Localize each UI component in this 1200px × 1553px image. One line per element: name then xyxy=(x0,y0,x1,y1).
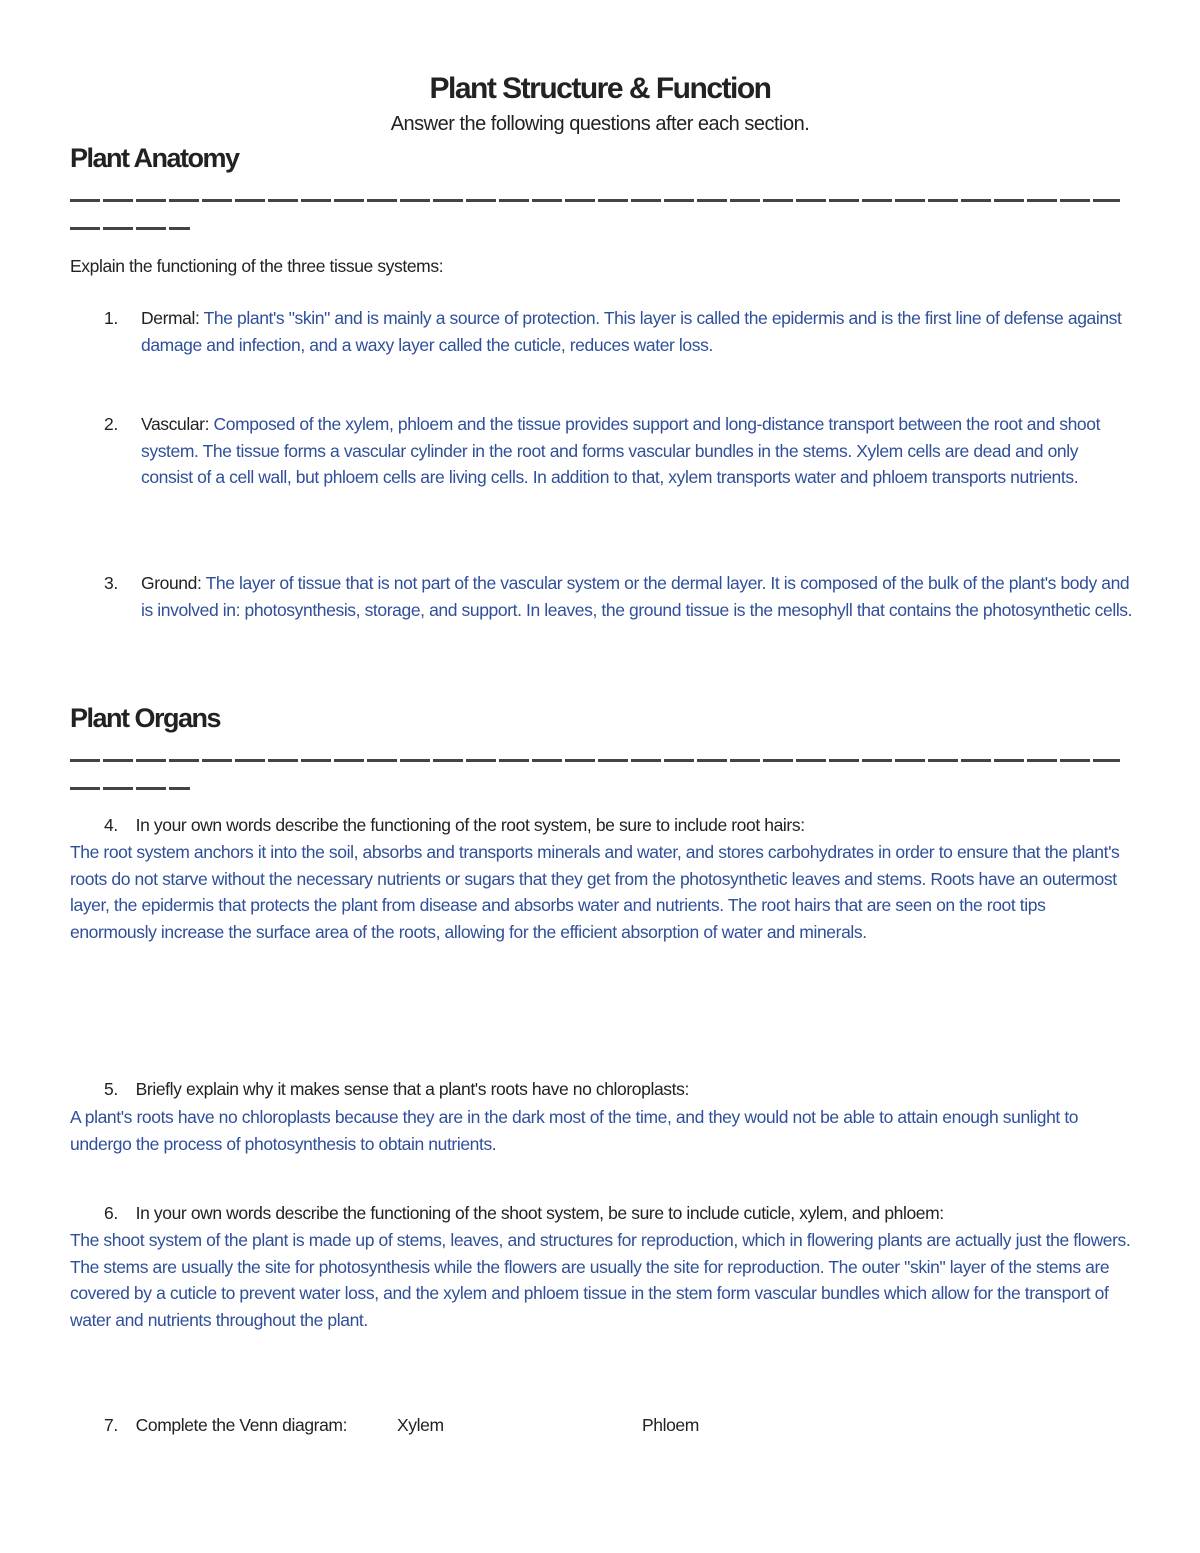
list-item xyxy=(104,570,1134,623)
page-subtitle: Answer the following questions after each section. xyxy=(390,113,810,135)
divider-line xyxy=(70,759,1120,762)
answer-4: The root system anchors it into the soil, absorbs and transports minerals and water, and stores carbohydrates in order to ensure that the plant's roots do not starve without the necessary nutrients or sugars that they get from the photosynthetic leaves and stems. Roots have an outermost layer, the epidermis that protects the plant from disease and absorbs water and nutrients. The root hairs that are seen on the root tips enormously increase the surface area of the roots, allowing for the efficient absorption of water and minerals. xyxy=(70,842,1120,942)
item-label: Ground: xyxy=(141,573,202,593)
item-number: 3. xyxy=(104,573,118,593)
divider-line xyxy=(70,199,1120,202)
anatomy-prompt: Explain the functioning of the three tissue systems: xyxy=(70,256,444,276)
answer-6: The shoot system of the plant is made up of stems, leaves, and structures for reproduction, which in flowering plants are actually just the flowers. The stems are usually the site for photosynthesis while the flowers are usually the site for reproduction. The outer "skin" layer of the stems are covered by a cuticle to prevent water loss, and the xylem and phloem tissue in the stem form vascular bundles which allow for the transport of water and nutrients throughout the plant. xyxy=(70,1230,1131,1330)
question-5: 5. Briefly explain why it makes sense that a plant's roots have no chloroplasts: xyxy=(104,1079,689,1099)
item-answer: The layer of tissue that is not part of the vascular system or the dermal layer. It is composed of the bulk of the plant's body and is involved in: photosynthesis, storage, and support. In leaves, the ground tissue is the mesophyll that contains the photosynthetic cells. xyxy=(141,573,1133,620)
divider-line xyxy=(70,227,190,230)
divider-line xyxy=(70,787,190,790)
item-number: 2. xyxy=(104,414,118,434)
item-answer: Composed of the xylem, phloem and the tissue provides support and long-distance transport between the root and shoot system. The tissue forms a vascular cylinder in the root and forms vascular bundles in the stems. Xylem cells are dead and only consist of a cell wall, but phloem cells are living cells. In addition to that, xylem transports water and phloem transports nutrients. xyxy=(141,414,1101,487)
answer-5: A plant's roots have no chloroplasts because they are in the dark most of the time, and they would not be able to attain enough sunlight to undergo the process of photosynthesis to obtain nutrients. xyxy=(70,1107,1079,1154)
item-answer: The plant's "skin" and is mainly a source of protection. This layer is called the epidermis and is the first line of defense against damage and infection, and a waxy layer called the cuticle, reduces water loss. xyxy=(141,308,1122,355)
question-4: 4. In your own words describe the functioning of the root system, be sure to include root hairs: xyxy=(104,815,805,835)
venn-label-phloem: Phloem xyxy=(642,1415,699,1435)
section-heading-organs: Plant Organs xyxy=(70,703,221,733)
list-item xyxy=(104,305,1134,358)
page-title: Plant Structure & Function xyxy=(429,72,771,105)
item-number: 1. xyxy=(104,308,118,328)
venn-label-xylem: Xylem xyxy=(397,1415,444,1435)
question-7: 7. Complete the Venn diagram: xyxy=(104,1415,348,1435)
list-item xyxy=(104,411,1134,491)
item-label: Dermal: xyxy=(141,308,200,328)
section-heading-anatomy: Plant Anatomy xyxy=(70,143,239,173)
question-6: 6. In your own words describe the functioning of the shoot system, be sure to include cuticle, xylem, and phloem: xyxy=(104,1203,944,1223)
item-label: Vascular: xyxy=(141,414,210,434)
